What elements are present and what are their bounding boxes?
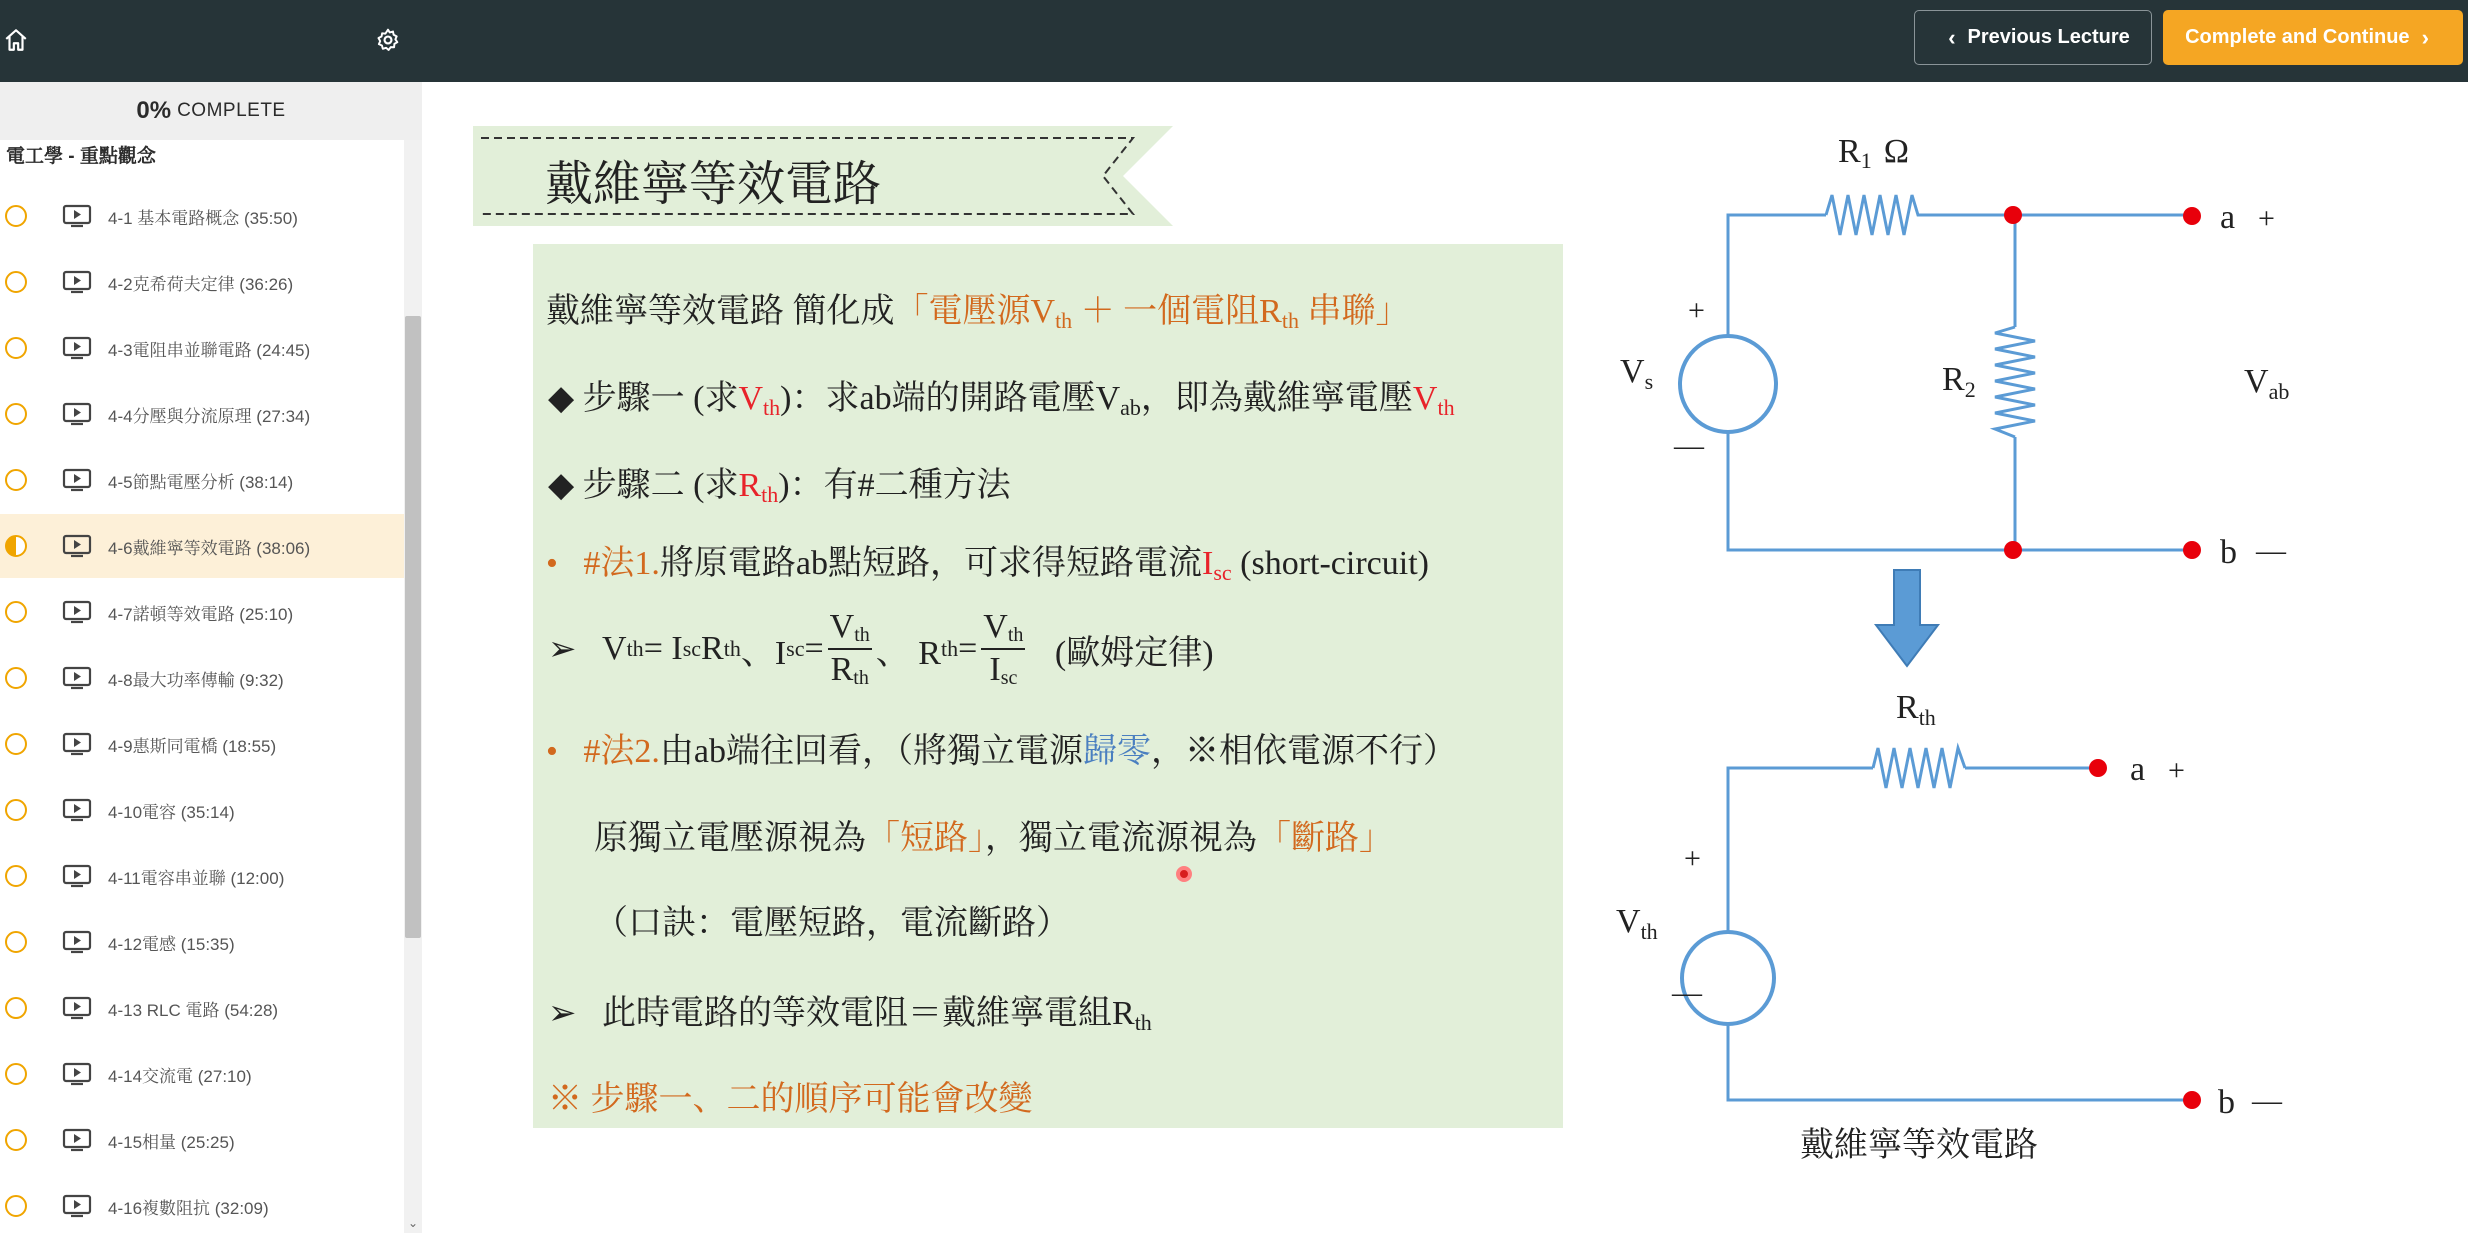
r1-label: R1 Ω — [1838, 133, 1909, 173]
vth-minus-sign: — — [1672, 976, 1702, 1009]
incomplete-status-icon — [5, 799, 27, 821]
terminal-a-label: a — [2220, 199, 2236, 236]
video-play-icon — [62, 996, 92, 1020]
lecture-title: 4-13 RLC 電路 (54:28) — [108, 1000, 279, 1020]
video-play-icon — [62, 666, 92, 690]
terminal-b-minus: — — [2256, 534, 2286, 567]
rth-label: $R_{th}$ — [1896, 689, 1936, 730]
vs-label: $V_s$ — [1620, 353, 1654, 394]
slide-title: 戴維寧等效電路 — [545, 156, 882, 212]
incomplete-status-icon — [5, 667, 27, 689]
order-note: ※ 步驟一、二的順序可能會改變 — [548, 1081, 1033, 1118]
thevenin-circuit-diagram — [1580, 120, 2320, 1170]
vs-plus-sign: + — [1688, 294, 1705, 327]
terminal-b-label: b — [2220, 534, 2237, 571]
lecture-title: 4-15相量 (25:25) — [108, 1132, 235, 1152]
chevron-left-icon: ‹ — [1948, 24, 1956, 50]
eq-terminal-a-label: a — [2130, 751, 2146, 788]
circuit-wires — [1728, 215, 2192, 1100]
video-play-icon — [62, 930, 92, 954]
progress-percent: 0% — [136, 97, 172, 124]
video-play-icon — [62, 1194, 92, 1218]
incomplete-status-icon — [5, 403, 27, 425]
lecture-title: 4-14交流電 (27:10) — [108, 1066, 252, 1086]
lecture-item[interactable] — [0, 1174, 404, 1233]
video-play-icon — [62, 732, 92, 756]
resistor-r2 — [1995, 327, 2035, 437]
lecture-title: 4-11電容串並聯 (12:00) — [108, 868, 285, 888]
video-play-icon — [62, 204, 92, 228]
incomplete-status-icon — [5, 1195, 27, 1217]
lecture-list — [0, 184, 404, 1233]
course-sidebar — [0, 0, 424, 1233]
lecture-item[interactable] — [0, 316, 404, 380]
incomplete-status-icon — [5, 469, 27, 491]
vs-minus-sign: — — [1674, 429, 1704, 462]
video-play-icon — [62, 468, 92, 492]
eq-terminal-a-plus: + — [2168, 754, 2185, 787]
step1-line: ◆ 步驟一 (求$V_{th}$)：求ab端的開路電壓$V_{ab}$，即為戴維寧電壓$V_{th}$ — [548, 380, 1455, 420]
lecture-title: 4-1 基本電路概念 (35:50) — [108, 208, 298, 228]
lecture-title: 4-4分壓與分流原理 (27:34) — [108, 406, 311, 426]
lecture-item[interactable] — [0, 646, 404, 710]
method2-detail-line: 原獨立電壓源視為「短路」，獨立電流源視為「斷路」 — [594, 820, 1393, 857]
progress-label: COMPLETE — [177, 100, 286, 121]
lecture-item[interactable] — [0, 184, 404, 248]
lecture-title: 4-5節點電壓分析 (38:14) — [108, 472, 294, 492]
previous-lecture-button[interactable] — [1914, 10, 2152, 65]
lecture-item[interactable] — [0, 382, 404, 446]
home-icon[interactable] — [0, 20, 36, 60]
sidebar-header — [0, 0, 422, 82]
mnemonic-line: （口訣：電壓短路，電流斷路） — [594, 905, 1070, 942]
lecture-item[interactable] — [0, 976, 404, 1040]
fraction-vth-over-rth: $\frac{V_{th}}{R_{th}}$ — [829, 608, 870, 689]
lecture-title: 4-9惠斯同電橋 (18:55) — [108, 736, 277, 756]
sidebar-scrollbar-thumb[interactable] — [405, 316, 421, 938]
scroll-down-arrow-icon[interactable]: ⌄ — [407, 1216, 419, 1230]
vth-label: $V_{th}$ — [1616, 903, 1658, 944]
incomplete-status-icon — [5, 271, 27, 293]
lecture-item[interactable] — [0, 844, 404, 908]
fraction-vth-over-isc: $\frac{V_{th}}{I_{sc}}$ — [983, 608, 1024, 689]
vth-plus-sign: + — [1684, 842, 1701, 875]
incomplete-status-icon — [5, 1129, 27, 1151]
incomplete-status-icon — [5, 205, 27, 227]
ohms-law-formula: ➢ V th = I sc R th 、I sc = $\frac{V_{th}}{R_{th}}$ 、 R th = $\frac{V_{th}}{I_{sc}}$ (歐姆定律) — [548, 608, 1214, 689]
incomplete-status-icon — [5, 997, 27, 1019]
complete-and-continue-button[interactable] — [2163, 10, 2463, 65]
lecture-title: 4-3電阻串並聯電路 (24:45) — [108, 340, 311, 360]
lecture-item[interactable] — [0, 778, 404, 842]
equivalent-resistance-line: ➢ 此時電路的等效電阻＝戴維寧電組$R_{th}$ — [548, 995, 1152, 1035]
lecture-item[interactable] — [0, 910, 404, 974]
video-play-icon — [62, 270, 92, 294]
video-play-icon — [62, 336, 92, 360]
r2-label: $R_2$ — [1942, 361, 1976, 402]
video-play-icon — [62, 864, 92, 888]
lecture-item[interactable] — [0, 514, 404, 578]
lecture-title: 4-12電感 (15:35) — [108, 934, 235, 954]
laser-pointer — [1176, 866, 1192, 882]
video-play-icon — [62, 1128, 92, 1152]
lecture-title: 4-2克希荷夫定律 (36:26) — [108, 274, 294, 294]
vab-label: $V_{ab}$ — [2244, 363, 2290, 404]
summary-line: 戴維寧等效電路 簡化成「電壓源$V_{th}$ ＋ 一個電阻$R_{th}$ 串聯」 — [546, 293, 1410, 333]
node-dot — [2089, 759, 2107, 777]
eq-terminal-b-minus: — — [2252, 1084, 2282, 1117]
previous-lecture-label: Previous Lecture — [1967, 26, 2130, 48]
lecture-title: 4-8最大功率傳輸 (9:32) — [108, 670, 284, 690]
lecture-topbar — [422, 0, 2468, 82]
lecture-title: 4-16複數阻抗 (32:09) — [108, 1198, 269, 1218]
course-progress — [0, 82, 422, 141]
lecture-item[interactable] — [0, 448, 404, 512]
lecture-item[interactable] — [0, 580, 404, 644]
method2-line: • #法2.由ab端往回看，（將獨立電源歸零，※相依電源不行） — [546, 733, 1457, 770]
node-dot — [2183, 207, 2201, 225]
incomplete-status-icon — [5, 865, 27, 887]
method1-line: • #法1.將原電路ab點短路，可求得短路電流$I_{sc}$ (short-circuit) — [546, 545, 1429, 585]
section-title: 電工學 - 重點觀念 — [0, 140, 405, 180]
incomplete-status-icon — [5, 1063, 27, 1085]
lecture-item[interactable] — [0, 1042, 404, 1106]
video-play-icon — [62, 534, 92, 558]
chevron-right-icon: › — [2421, 24, 2429, 50]
video-play-icon — [62, 600, 92, 624]
video-play-icon — [62, 402, 92, 426]
node-dot — [2183, 541, 2201, 559]
incomplete-status-icon — [5, 931, 27, 953]
video-play-icon — [62, 798, 92, 822]
video-play-icon — [62, 1062, 92, 1086]
lecture-item[interactable] — [0, 712, 404, 776]
circuit-caption: 戴維寧等效電路 — [1800, 1127, 2038, 1164]
half-complete-status-icon — [5, 535, 27, 557]
incomplete-status-icon — [5, 733, 27, 755]
voltage-source-vs — [1680, 336, 1776, 432]
lecture-title: 4-10電容 (35:14) — [108, 802, 235, 822]
complete-and-continue-label: Complete and Continue — [2185, 26, 2410, 48]
node-dot — [2183, 1091, 2201, 1109]
incomplete-status-icon — [5, 601, 27, 623]
lecture-item[interactable] — [0, 1108, 404, 1172]
lecture-item[interactable] — [0, 250, 404, 314]
lecture-title: 4-7諾頓等效電路 (25:10) — [108, 604, 294, 624]
lecture-title: 4-6戴維寧等效電路 (38:06) — [108, 538, 311, 558]
step2-line: ◆ 步驟二 (求$R_{th}$)：有#二種方法 — [548, 467, 1011, 507]
incomplete-status-icon — [5, 337, 27, 359]
node-dot — [2004, 541, 2022, 559]
settings-gear-icon[interactable] — [368, 20, 408, 60]
eq-terminal-b-label: b — [2218, 1084, 2235, 1121]
node-dot — [2004, 206, 2022, 224]
terminal-a-plus: + — [2258, 202, 2275, 235]
resistor-rth — [1873, 748, 1965, 788]
transform-arrow-icon — [1876, 570, 1938, 666]
resistor-r1 — [1826, 195, 1924, 235]
